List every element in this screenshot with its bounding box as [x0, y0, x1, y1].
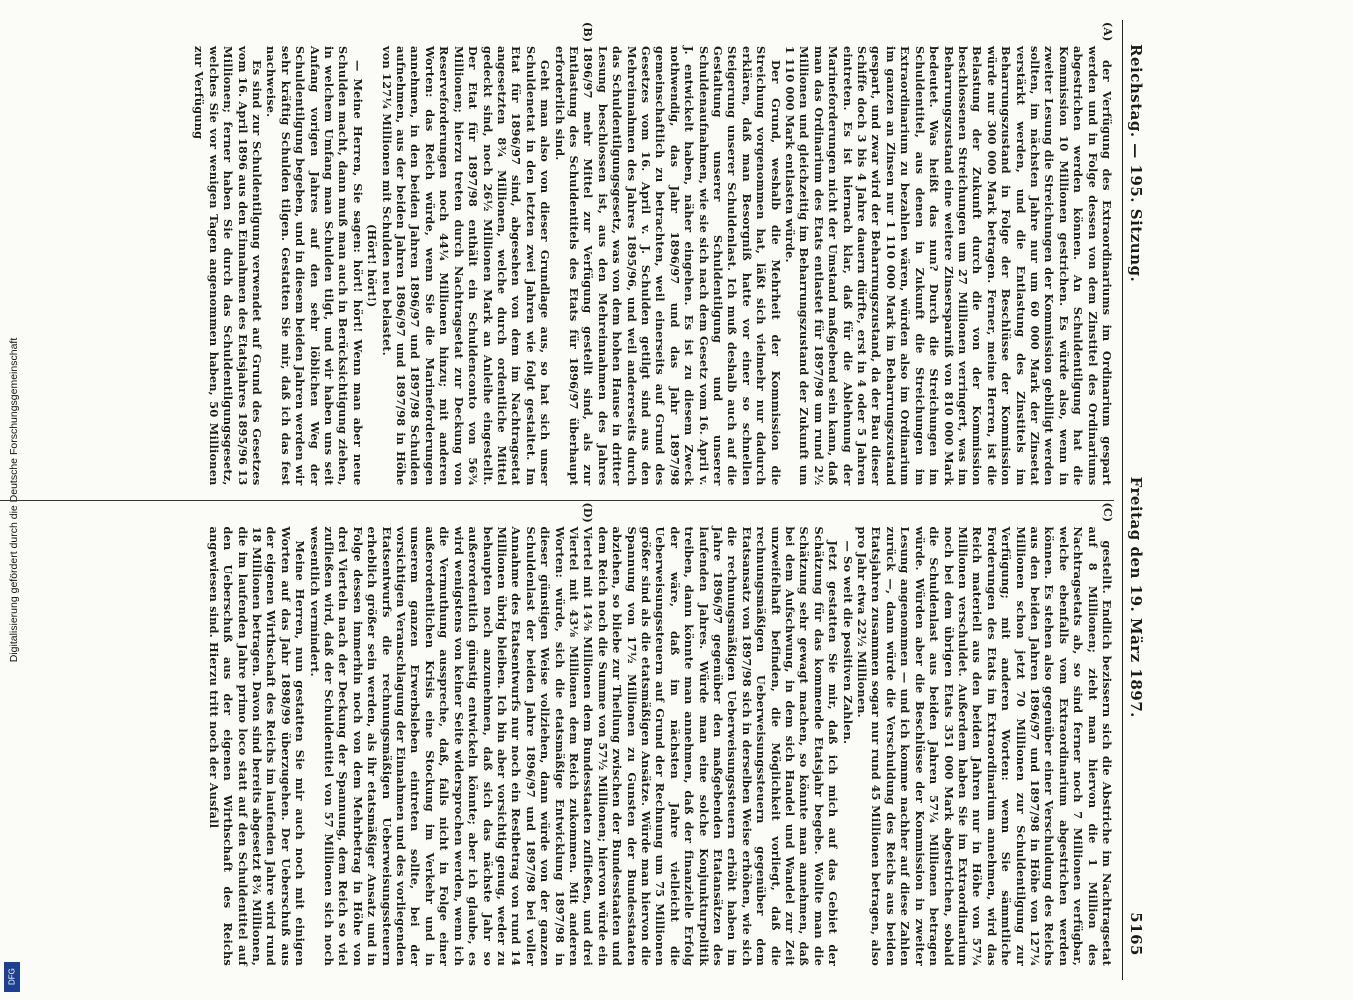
paragraph: gestellt. Endlich bezissern sich die Abstriche im Nachtragsetat auf 8 Millionen; zieht man hiervon die 1 Million des Nachtragsetats ab, so sind ferner noch 7 Millionen verfügbar, welche ebenfalls vom Extraordinarium abgestrichen werden können. Es stehen also gegenüber einer Verschuldung des Reichs aus den beiden Jahren 1896/97 und 1897/98 in Höhe von 127¼ Millionen schon jetzt 70 Millionen zur Schuldentilgung zur Verfügung; mit anderen Worten: wenn Sie sämmtliche Forderungen des Etats im Extraordinarium annehmen, wird das Reich materiell aus den beiden Jahren nur in Höhe von 57¼ Millionen verschuldet. Außerdem haben Sie im Extraordinarium noch bei dem übrigen Etats 351 000 Mark abgestrichen, sobald die Schuldenlast aus beiden Jahren 57¼ Millionen betragen würde. Würden aber die Beschlüsse der Kommission in zweiter Lesung angenommen — und ich komme nachher auf diese Zahlen zurück —, dann würde die Verschuldung des Reichs aus beiden Etatsjahren zusammen sogar nur rund 45 Millionen betragen, also pro Jahr etwa 22½ Millionen.	[855, 526, 1114, 966]
paragraph: Der Grund, weshalb die Mehrheit der Kommission die Streichung vorgenommen hat, läßt sich vielmehr nur dadurch erklären, daß man Besorgniß hatte vor einer so schnellen Steigerung unserer Schuldenlast. Ich muß deshalb auch auf die Gestaltung unserer Schuldentilgung und unserer Schuldenaufnahmen, wie sie sich nach dem Gesetz vom 16. April v. J. entwickelt haben, näher eingehen. Es ist zu diesem Zweck nothwendig, das Jahr 1896/97 und das Jahr 1897/98 gemeinschaftlich zu betrachten, weil einerseits auf Grund des Gesetzes vom 16. April v. J. Schulden getilgt sind aus den Mehreinnahmen des Jahres 1895/96, und weil andererseits durch das Schuldentilgungsgesetz, was von dem hohen Hause in dritter Lesung beschlossen ist, aus den Mehreinnahmen des Jahres 1896/97 mehr Mittel zur Verfügung gestellt sind, als zur Entlastung des Schuldentitels des Etats für 1896/97 überhaupt erforderlich sind.	[552, 46, 783, 486]
paragraph: Geht man also von dieser Grundlage aus, so hat sich unser Schuldenetat in den letzten zwei Jahren wie folgt gestaltet. Im Etat für 1896/97 sind, abgesehen von dem im Nachtragsetat angesetzten 8¾ Millionen, welche durch ordentliche Mittel gedeckt sind, noch 26½ Millionen Mark an Anleihe eingestellt. Der Etat für 1897/98 enthält ein Schuldenconto von 56¾ Millionen; hierzu treten durch Nachtragsetat zur Deckung von Reserveforderungen noch 44¼ Millionen hinzu; mit anderen Worten: das Reich würde, wenn Sie die Marineforderungen annehmen, in den beiden Jahren 1896/97 und 1897/98 Schulden aufnehmen, aus der beiden Jahren 1896/97 und 1897/98 in Höhe von 127¼ Millionen mit Schulden neu belastet.	[379, 46, 553, 486]
paragraph: — Meine Herren, Sie sagen: hört! hört! Wenn man aber neue Schulden macht, dann muß man auch in Berücksichtigung ziehen, in welchem Umfang man Schulden tilgt, und wir haben uns seit Anfang vorigen Jahres auf den sehr löblichen Weg der Schuldentilgung begeben, und in diesem beiden Jahren werden wir sehr kräftig Schulden tilgen. Gestatten Sie mir, daß ich das fest nachweise.	[264, 46, 365, 486]
margin-marker-d: (D)	[581, 502, 594, 524]
page-header	[1122, 20, 1150, 980]
paragraph: Jetzt gestatten Sie mir, daß ich mich auf das Gebiet der Schätzung für das kommende Etatsjahr begebe. Wollte man die Schätzung sehr gewagt machen, so könnte man annehmen, daß bei dem Aufschwung, in dem sich Handel und Wandel zur Zeit unzweifelhaft befinden, die Möglichkeit vorliegt, daß die rechnungsmäßigen Ueberweisungssteuern gegenüber dem Etatsansatz von 1897/98 sich in derselben Weise erhöhen, wie sich die rechnungsmäßigen Ueberweisungssteuern erhöht haben im Jahre 1896/97 gegenüber den maßgebenden Etatansätzen des laufenden Jahres. Würde man eine solche Konjunkturpolitik treiben, dann könnte man annehmen, daß der finanzielle Erfolg der wäre, daß im nächsten Jahre vielleicht die Ueberweisungssteuern auf Grund der Rechnung um 75 Millionen größer sind als die etatsmäßigen Ansätze. Würde man hiervon die Spannung von 17½ Millionen zu Gunsten der Bundesstaaten abziehen, so bliebe zur Theilung zwischen der Bundesstaaten und dem Reich noch die Summe von 57½ Millionen; hiervon würde ein Viertel mit 14⅜ Millionen dem Bundesstaaten zufließen, und drei Viertel mit 43⅛ Millionen dem Reich zukommen. Mit anderen Worten: würde, sich die etatsmäßige Entwicklung 1897/98 in dieser günstigen Weise vollziehen, dann würde von der ganzen Schuldenlast der beiden Jahre 1896/97 und 1897/98 bei voller Annahme des Etatsentwurfs nur noch ein Restbetrag von rund 14 Millionen übrig bleiben. Ich bin aber vorsichtig genug, weder zu behaupten noch anzunehmen, daß sich das nächste Jahr so außerordentlich günstig entwickeln könnte; aber ich glaube, es wird wenigstens von keiner Seite widersprochen werden, wenn ich die Vermuthung ausspreche, daß, falls nicht in Folge einer außerordentlichen Krisis eine Stockung im Verkehr und in unserem ganzen Erwerbsleben eintreten sollte, bei der vorsichtigen Veranschlagung der Einnahmen und des vorliegenden Etatsentwurfs die rechnungsmäßigen Ueberweisungssteuern erheblich größer sein werden, als ihr etatsmäßiger Ansatz und in Folge dessen immerhin noch von dem Mehrbetrag in Höhe von drei Vierteln nach der Deckung der Spannung, dem Reich so viel zufließen wird, daß der Schuldentitel von 57 Millionen sich noch wesentlich vermindert.	[307, 526, 841, 966]
margin-marker-a: (A)	[1101, 22, 1114, 42]
margin-marker-c: (C)	[1101, 502, 1114, 523]
paragraph: — So weit die positiven Zahlen.	[840, 540, 855, 745]
rotated-print-page	[0, 20, 1150, 980]
dfg-logo: DFG	[4, 962, 20, 992]
left-column	[0, 20, 1114, 500]
text-columns	[0, 20, 1114, 980]
page-number: 5165	[1127, 912, 1146, 956]
header-left: Reichstag. — 195. Sitzung.	[1127, 44, 1146, 283]
paragraph: (Hört! hört!)	[365, 224, 380, 308]
paragraph: Meine Herren, nun gestatten Sie mir auch noch mit einigen Worten auf das Jahr 1898/99 überzugehen. Der Ueberschuß aus der eigenen Wirthschaft des Reichs im laufenden Jahre wird rund 18 Millionen betragen. Davon sind bereits abgesetzt 8¾ Millionen, die im laufenden Jahre primo loco statt auf den Schuldentitel auf den Ueberschuß aus der eigenen Wirthschaft des Reichs angewiesen sind. Hierzu tritt noch der Ausfall	[206, 526, 308, 966]
paragraph: Es sind zur Schuldentilgung verwendet auf Grund des Gesetzes vom 16. April 1896 aus den Einnahmen des Etatsjahres 1895/96 13 Millionen; ferner haben Sie durch das Schuldentilgungsgesetz, welches Sie vor wenigen Tagen angenommen haben, 50 Millionen zur Verfügung	[192, 46, 265, 486]
right-column	[0, 500, 1114, 981]
digitization-credit-text: Digitalisierung gefördert durch die Deutsche Forschungsgemeinschaft	[8, 337, 20, 663]
margin-marker-b: (B)	[581, 22, 594, 43]
paragraph: der Verfügung des Extraordinariums im Ordinarium gespart werden und in Folge dessen von dem Zinstitel des Ordinariums abgestrichen werden können. An Schuldentilgung hat die Kommission 10 Millionen gestrichen. Es würde also, wenn in zweiter Lesung die Streichungen der Kommission gebilligt werden sollten, im nächsten Jahre nur um 60 000 Mark der Zinsetat verstärkt werden, und die Entlastung des Zinstitels im Beharrungszustand in Folge der Beschlüsse der Kommission würde nur 300 000 Mark betragen. Ferner, meine Herren, ist die Belastung der Zukunft durch die von der Kommission beschlossenen Streichungen um 27 Millionen verringert, was im Beharrungszustand eine weitere Zinsersparniß von 810 000 Mark bedeutet. Was heißt das nun? Durch die Streichungen im Schuldentitel, aus denen in Zukunft die Streichungen im Extraordinarium zu bezahlen wären, würden also im Ordinarium im ganzen an Zinsen nur 1 110 000 Mark im Beharrungszustand gespart, und zwar wird der Beharrungszustand, da der Bau dieser Schiffe doch 3 bis 4 Jahre dauern dürfte, erst in 4 oder 5 Jahren eintreten. Es ist hiernach klar, daß für die Ablehnung der Marineforderungen nicht der Umstand maßgebend sein kann, daß man das Ordinarium des Etats entlastet für 1897/98 um rund 2½ Millionen und gleichzeitig im Beharrungszustand der Zukunft um 1 110 000 Mark entlasten würde.	[783, 46, 1114, 486]
header-right: Freitag den 19. März 1897.	[1127, 476, 1146, 718]
